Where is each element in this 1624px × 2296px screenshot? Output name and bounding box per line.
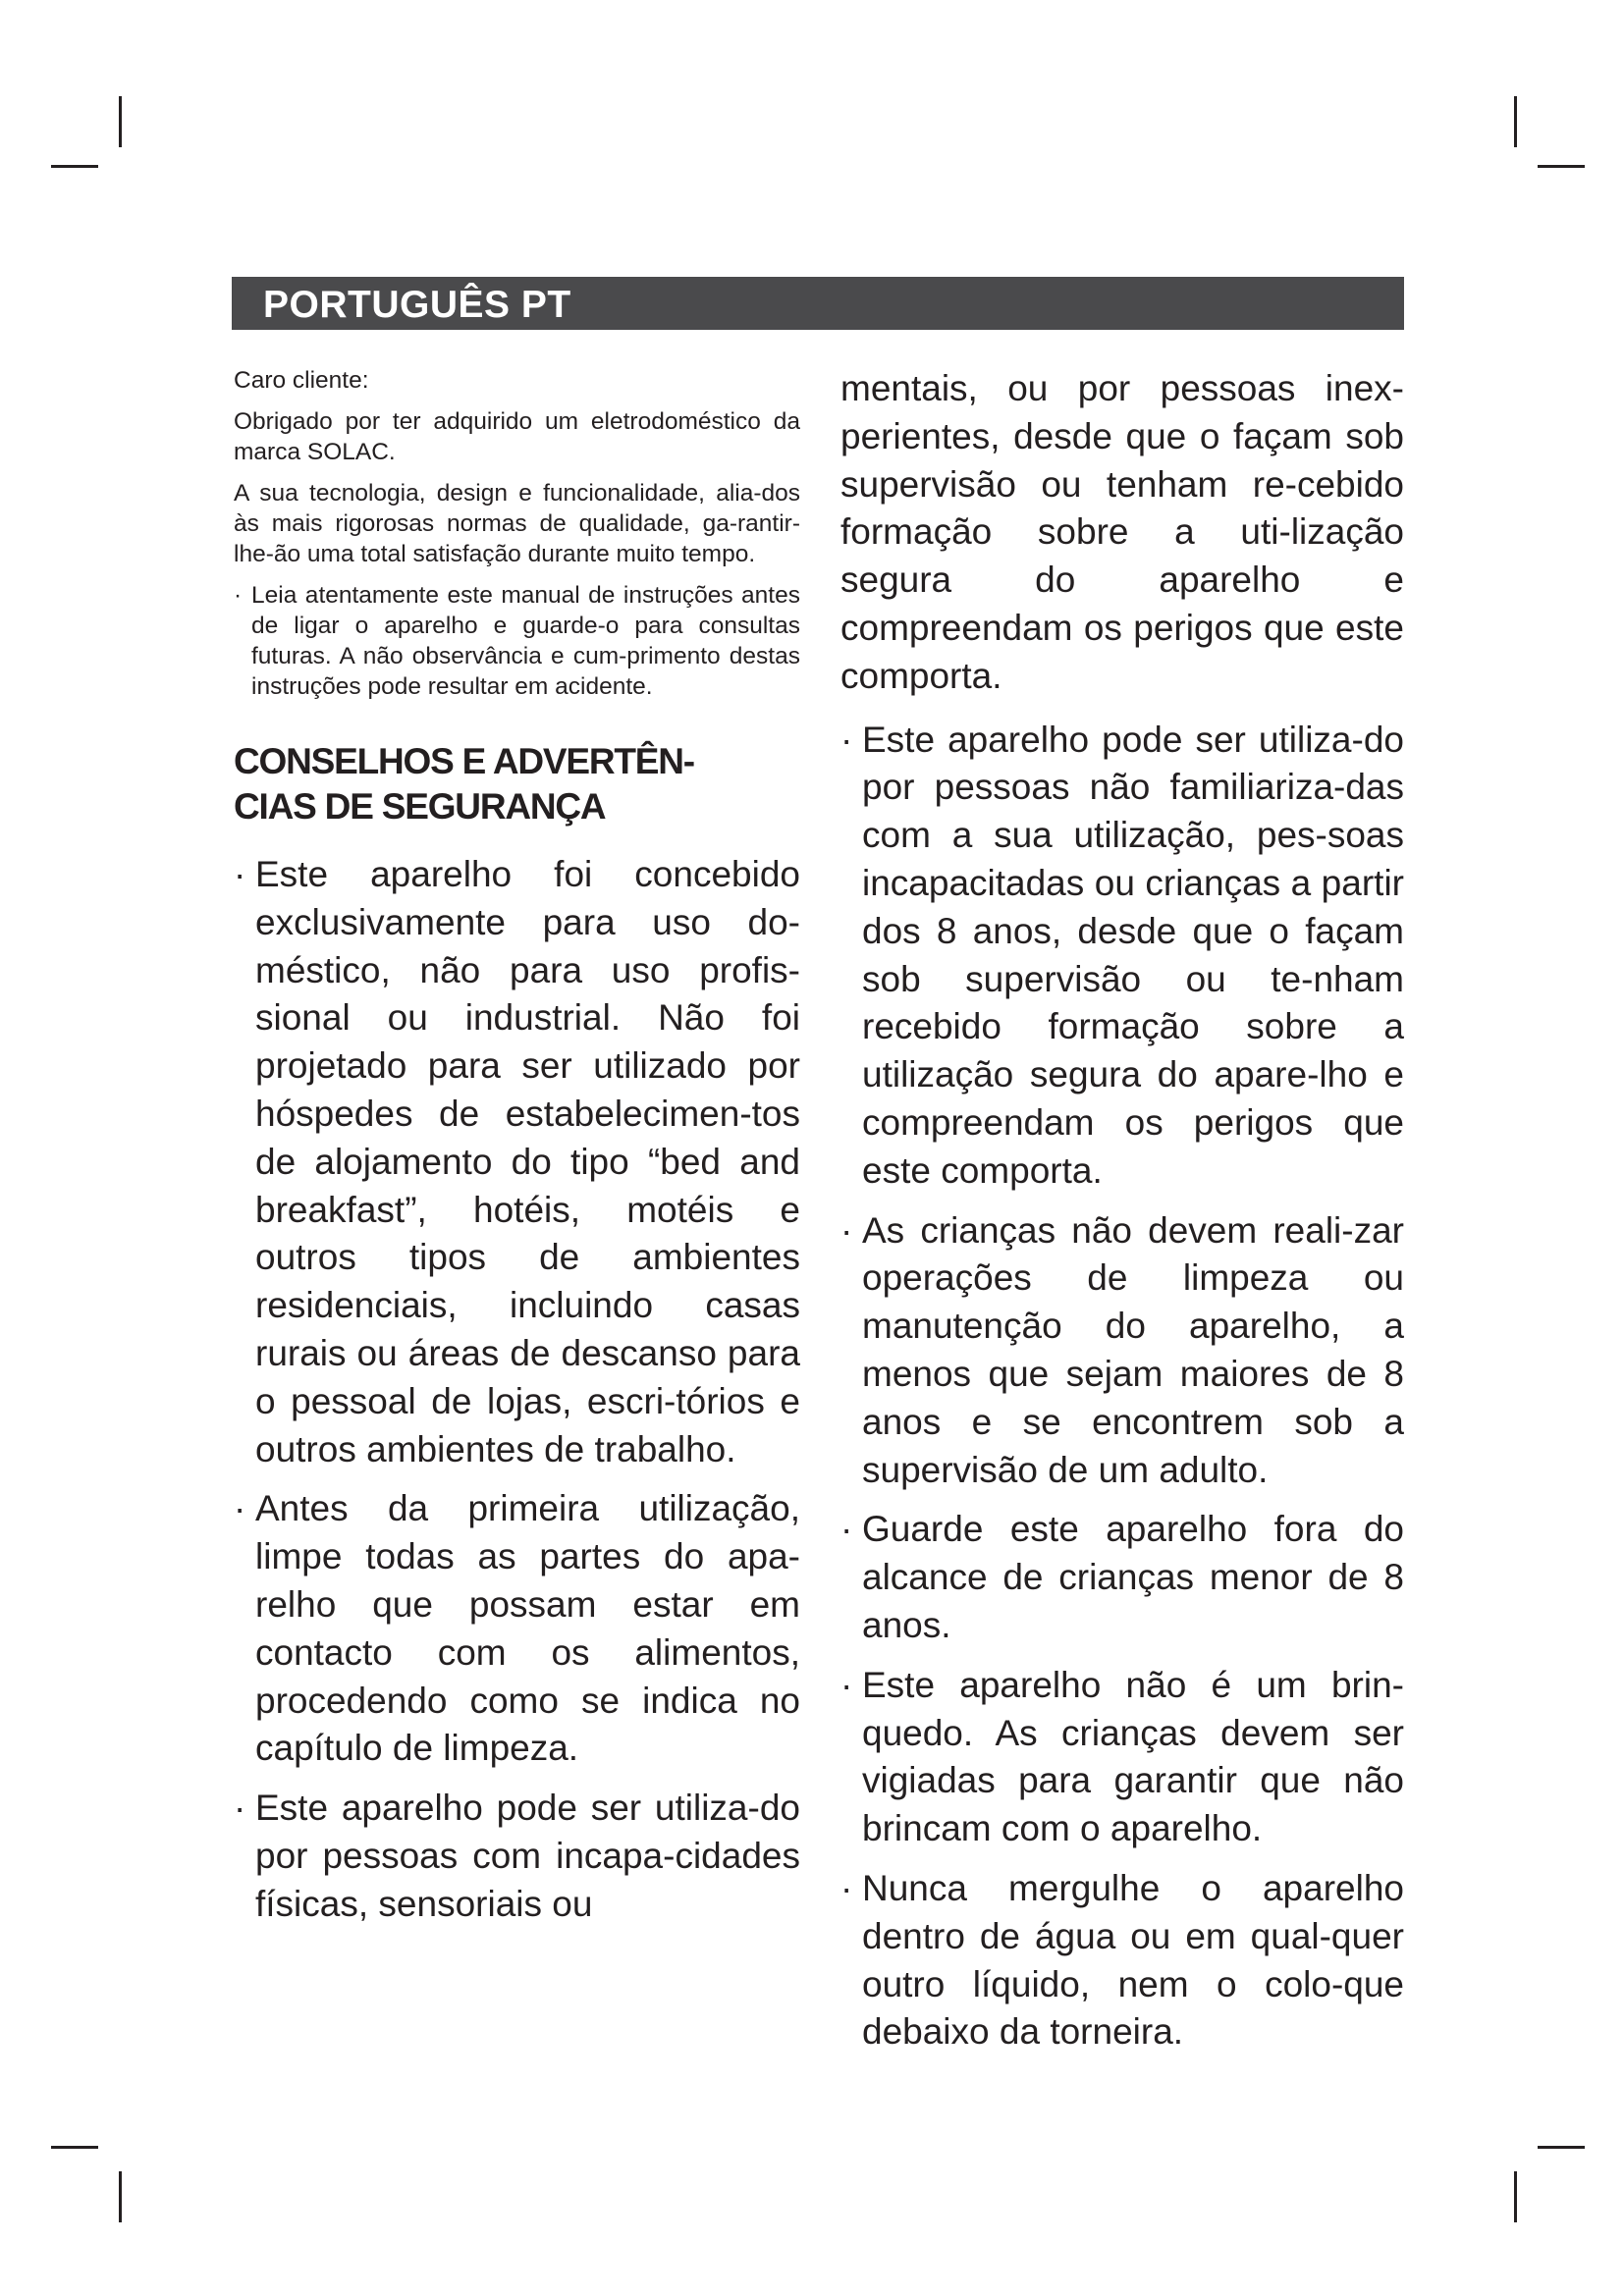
left-column <box>234 365 800 1929</box>
crop-mark <box>119 2171 122 2222</box>
technology-text: A sua tecnologia, design e funcionalidade, alia-dos às mais rigorosas normas de qualidade, ga-rantir-lhe-ão uma total satisfação durante muito tempo. <box>234 480 800 567</box>
crop-mark <box>1514 2171 1517 2222</box>
greeting: Caro cliente: <box>234 367 369 394</box>
safety-item: · Este aparelho pode ser utiliza-do por pessoas com incapa-cidades físicas, sensoriais ou <box>234 1785 800 1928</box>
safety-item: · Este aparelho não é um brin-quedo. As crianças devem ser vigiadas para garantir que não brincam com o aparelho. <box>840 1662 1404 1853</box>
language-title: PORTUGUÊS PT <box>263 284 571 326</box>
safety-item: · Nunca mergulhe o aparelho dentro de água ou em qual-quer outro líquido, nem o colo-que debaixo da torneira. <box>840 1865 1404 2056</box>
safety-item-continued: mentais, ou por pessoas inex-perientes, desde que o façam sob supervisão ou tenham re-cebido formação sobre a uti-lização segura do aparelho e compreendam os perigos que este comporta. <box>840 368 1404 696</box>
safety-item: · As crianças não devem reali-zar operações de limpeza ou manutenção do aparelho, a menos que sejam maiores de 8 anos e se encontrem sob a supervisão de um adulto. <box>840 1207 1404 1495</box>
crop-mark <box>51 2146 98 2149</box>
language-header-bar <box>232 277 1404 330</box>
crop-mark <box>1538 165 1585 168</box>
safety-heading-line2: CIAS DE SEGURANÇA <box>234 786 606 827</box>
safety-item: · Este aparelho foi concebido exclusivamente para uso do-méstico, não para uso profis-sional ou industrial. Não foi projetado para ser utilizado por hóspedes de estabelecimen-tos de alojamento do tipo “bed and breakfast”, hotéis, motéis e outros tipos de ambientes residenciais, incluindo casas rurais ou áreas de descanso para o pessoal de lojas, escri-tórios e outros ambientes de trabalho. <box>234 851 800 1473</box>
crop-mark <box>51 165 98 168</box>
thanks-text: Obrigado por ter adquirido um eletrodoméstico da marca SOLAC. <box>234 408 800 465</box>
crop-mark <box>1514 96 1517 147</box>
safety-item: · Antes da primeira utilização, limpe todas as partes do apa-relho que possam estar em contacto com os alimentos, procedendo como se indica no capítulo de limpeza. <box>234 1485 800 1773</box>
safety-heading-line1: CONSELHOS E ADVERTÊN- <box>234 741 694 781</box>
read-manual-text: · Leia atentamente este manual de instruções antes de ligar o aparelho e guarde-o para consultas futuras. A não observância e cum-primento destas instruções pode resultar em acidente. <box>234 580 800 702</box>
crop-mark <box>1538 2146 1585 2149</box>
safety-item: · Guarde este aparelho fora do alcance de crianças menor de 8 anos. <box>840 1506 1404 1649</box>
safety-item: · Este aparelho pode ser utiliza-do por pessoas não familiariza-das com a sua utilização, pes-soas incapacitadas ou crianças a partir dos 8 anos, desde que o façam sob supervisão ou te-nham recebido formação sobre a utilização segura do apare-lho e compreendam os perigos que este comporta. <box>840 717 1404 1196</box>
intro-section <box>234 365 800 702</box>
crop-mark <box>119 96 122 147</box>
safety-heading <box>234 739 800 829</box>
right-column <box>840 365 1404 2068</box>
